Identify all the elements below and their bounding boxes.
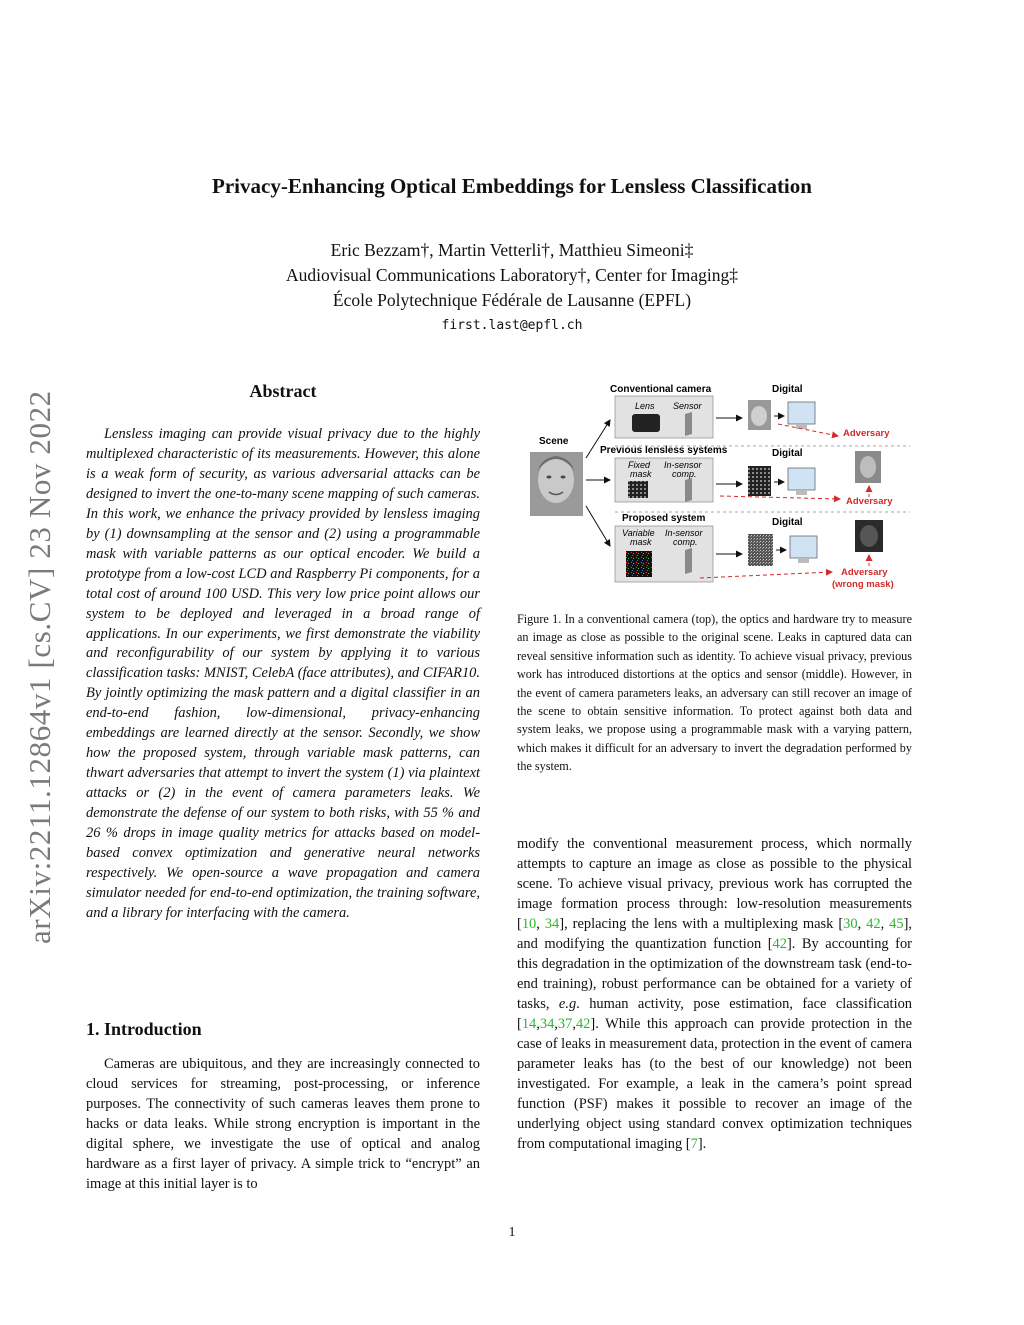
label-adversary-1: Adversary <box>843 428 890 439</box>
computer-icon-3 <box>790 536 817 563</box>
intro-text-segment: , <box>572 1016 576 1032</box>
variable-mask-icon <box>626 551 652 577</box>
intro-text-segment: , <box>857 916 867 932</box>
sensor-icon <box>685 412 692 436</box>
figure-1-caption: Figure 1. In a conventional camera (top), the optics and hardware try to measure an image as close as possible to the original scene. Leaks in captured data can reveal sensitive information such as identity. To achieve visual privacy, previous work has introduced distortions at the optics and sensor (middle). However, in the event of camera parameters leaks, an adversary can still recover an image of the scene to obtain sensitive information. To protect against both data and system leaks, we propose using a programmable mask with a varying pattern, which makes it difficult for an adversary to invert the degradation performed by the system. <box>517 612 912 774</box>
citation-link[interactable]: 30 <box>843 916 858 932</box>
label-conventional-camera: Conventional camera <box>610 384 712 395</box>
computer-icon-1 <box>788 402 815 429</box>
citation-link[interactable]: 42 <box>772 936 787 952</box>
abstract-text: Lensless imaging can provide visual privacy due to the highly multiplexed characteristic of its measurements. However, this alone is a weak form of security, as various adversarial attacks can be designed to invert the one-to-many scene mapping of such cameras. In this work, we enhance the privacy provided by lensless imaging by (1) downsampling at the sensor and (2) using a programmable mask with variable patterns as our optical encoder. We build a prototype from a low-cost LCD and Raspberry Pi components, for a total cost of around 100 USD. This very low price point allows our system to be deployed and leveraged in a broad range of applications. In our experiments, we first demonstrate the viability and reconfigurability of our system by applying it to various classification tasks: MNIST, CelebA (face attributes), and CIFAR10. By jointly optimizing the mask pattern and a digital classifier in an end-to-end fashion, low-dimensional, privacy-enhancing embeddings are learned directly at the sensor. Secondly, we show how the proposed system, through variable mask patterns, can thwart adversaries that attempt to invert the system (1) via plaintext attacks or (2) in the event of camera parameters leaks. We demonstrate the defense of our system to both risks, with 55 % and 26 % drops in image quality metrics for attacks based on model-based convex optimization and generative neural networks respectively. We open-source a wave propagation and camera simulator needed for end-to-end optimization, the training software, and a library for interfacing with the camera. <box>86 426 480 921</box>
label-variable-mask-1: Variable <box>622 528 655 538</box>
citation-link[interactable]: 42 <box>575 1016 591 1032</box>
label-fixed-mask-1: Fixed <box>628 460 651 470</box>
recovered-face-thumbnail <box>855 451 881 483</box>
arxiv-identifier: arXiv:2211.12864v1 [cs.CV] 23 Nov 2022 <box>22 390 57 944</box>
intro-text-segment: , <box>880 916 890 932</box>
intro-text-segment: ]. While this approach can provide protection in the case of leaks in measurement data, protection in the event of camera parameter leaks has (to the best of our knowledge) not been investigated. For example, a leak in the camera’s point spread function (PSF) makes it possible to recover an image of the underlying object using standard convex optimization techniques from computational imaging [ <box>517 1016 912 1152</box>
intro-text-segment: , <box>536 916 545 932</box>
introduction-heading: 1. Introduction <box>86 1019 202 1039</box>
lens-icon <box>632 414 660 432</box>
intro-text-segment: ]. <box>697 1136 707 1152</box>
computer-icon-2 <box>788 468 815 495</box>
author-email[interactable]: first.last@epfl.ch <box>441 318 583 333</box>
introduction-left-column: Cameras are ubiquitous, and they are increasingly connected to cloud services for streaming, post-processing, or inference purposes. The connectivity of such cameras leaves them prone to hacks or data leaks. While strong encryption is important in the digital sphere, we investigate the use of optical and analog hardware as a first layer of privacy. A simple trick to “encrypt” an image at this initial layer is to <box>86 1056 480 1192</box>
label-in-sensor-1: In-sensor <box>664 460 702 470</box>
citation-link[interactable]: 34 <box>544 916 560 932</box>
label-adversary-2: Adversary <box>846 496 893 507</box>
label-in-sensor-3: In-sensor <box>665 528 703 538</box>
label-fixed-mask-2: mask <box>630 469 652 479</box>
intro-text-segment: , <box>554 1016 558 1032</box>
author-names: Eric Bezzam†, Martin Vetterli†, Matthieu Simeoni‡ <box>330 240 694 260</box>
label-wrong-mask: (wrong mask) <box>832 579 894 590</box>
abstract-heading: Abstract <box>249 381 317 401</box>
citation-link[interactable]: 37 <box>557 1016 573 1032</box>
label-digital-1: Digital <box>772 384 803 395</box>
figure-diagram <box>520 376 920 601</box>
noisy-reconstruction-thumbnail <box>855 520 883 552</box>
intro-text-segment: ], and modifying the quantization function [ <box>517 916 913 952</box>
citation-link[interactable]: 42 <box>866 916 881 932</box>
intro-text-segment: , <box>536 1016 540 1032</box>
label-lens: Lens <box>635 401 655 411</box>
page-number: 1 <box>508 1225 516 1240</box>
label-sensor: Sensor <box>673 401 702 411</box>
label-previous-lensless: Previous lensless systems <box>600 445 728 456</box>
figure-1 <box>520 376 920 601</box>
citation-link[interactable]: 10 <box>521 916 537 932</box>
label-variable-mask-2: mask <box>630 537 652 547</box>
introduction-right-column <box>517 834 912 1154</box>
intro-text-segment: ], replacing the lens with a multiplexing mask [ <box>559 916 844 932</box>
in-sensor-icon-1 <box>685 478 692 502</box>
intro-text-segment: modify the conventional measurement process, which normally attempts to capture an image as close as possible to the physical scene. To achieve visual privacy, previous work has corrupted the image formation process through: low-resolution measurements [ <box>517 836 912 932</box>
citation-link[interactable]: 7 <box>690 1136 698 1152</box>
paper-title: Privacy-Enhancing Optical Embeddings for Lensless Classification <box>212 174 812 198</box>
label-digital-2: Digital <box>772 448 803 459</box>
label-proposed-system: Proposed system <box>622 513 706 524</box>
label-in-sensor-4: comp. <box>673 537 698 547</box>
citation-link[interactable]: 14 <box>521 1016 537 1032</box>
intro-eg-italic: e.g <box>558 996 577 1012</box>
intro-text-segment: . human activity, pose estimation, face classification [ <box>517 996 913 1032</box>
citation-link[interactable]: 45 <box>889 916 904 932</box>
label-in-sensor-2: comp. <box>672 469 697 479</box>
author-labs: Audiovisual Communications Laboratory†, Center for Imaging‡ <box>286 265 738 285</box>
label-scene: Scene <box>539 436 569 447</box>
label-digital-3: Digital <box>772 517 803 528</box>
lensless-measurement-2 <box>748 534 773 566</box>
author-institution: École Polytechnique Fédérale de Lausanne (EPFL) <box>332 290 692 310</box>
in-sensor-icon-2 <box>685 548 692 574</box>
intro-text-segment: ]. By accounting for this degradation in the optimization of the downstream task (end-to-end training), robust performance can be obtained for a variety of tasks, <box>517 936 912 1012</box>
scene-face-photo <box>530 452 583 516</box>
label-adversary-3: Adversary <box>841 567 888 578</box>
fixed-mask-icon <box>628 481 648 498</box>
lensless-measurement-1 <box>748 466 771 496</box>
citation-link[interactable]: 34 <box>539 1016 555 1032</box>
